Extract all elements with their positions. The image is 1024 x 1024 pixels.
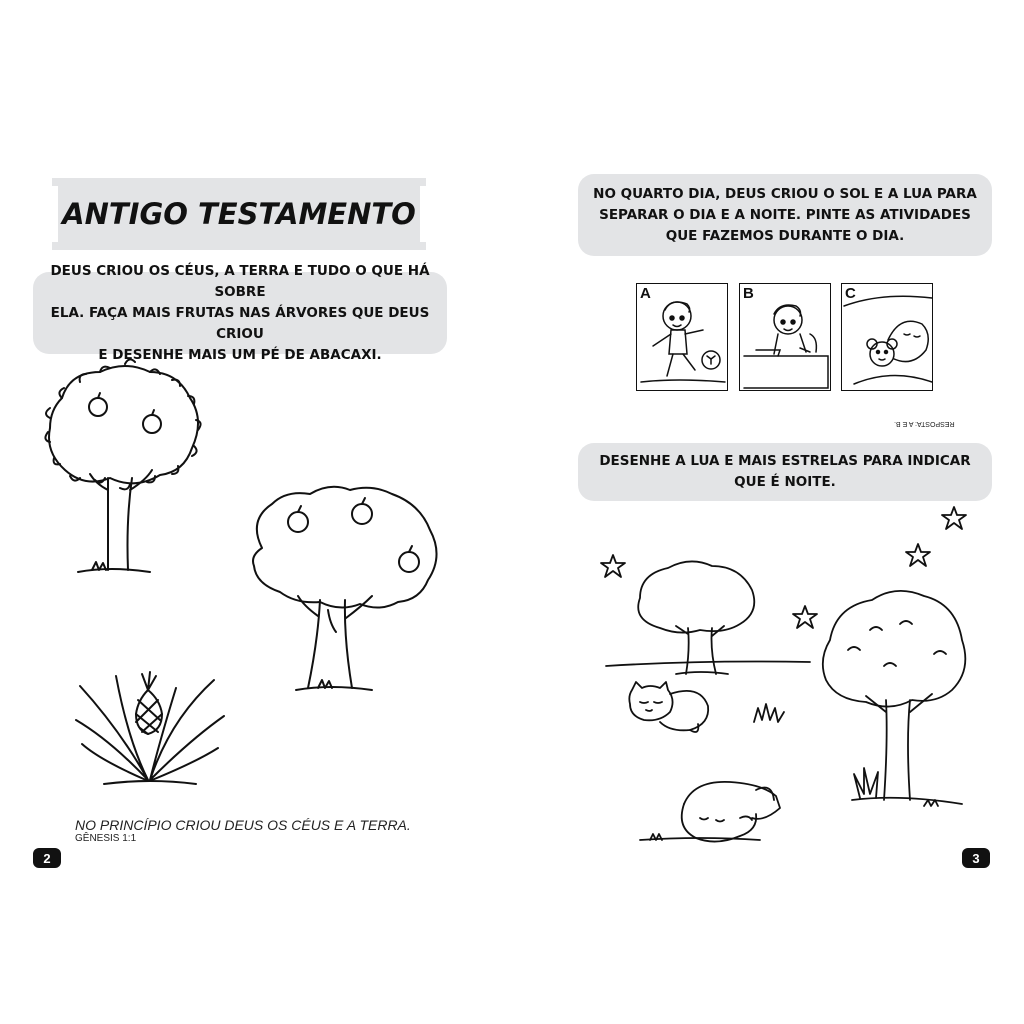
activity-panel-c[interactable] (841, 283, 933, 391)
instruction-line: DESENHE A LUA E MAIS ESTRELAS PARA INDICAR (599, 453, 971, 469)
leafy-tree-icon (45, 359, 200, 572)
answer-note: RESPOSTA: A E B. (894, 420, 955, 427)
instruction-line: E DESENHE MAIS UM PÉ DE ABACAXI. (98, 346, 382, 363)
large-tree-icon (823, 591, 966, 806)
page-number-left: 2 (33, 848, 61, 868)
panel-letter: B (743, 285, 754, 302)
title-banner (58, 178, 420, 250)
instruction-box-top-right (578, 174, 992, 256)
instruction-line: QUE FAZEMOS DURANTE O DIA. (665, 227, 905, 244)
star-icon (793, 606, 817, 628)
pineapple-plant-icon (76, 672, 224, 784)
sleeping-cat-icon (629, 682, 708, 732)
star-icon (906, 544, 930, 566)
activity-panel-a[interactable] (636, 283, 728, 391)
bible-quote: NO PRINCÍPIO CRIOU DEUS OS CÉUS E A TERRA. (75, 817, 411, 833)
boy-studying-icon (740, 284, 832, 392)
instruction-line: NO QUARTO DIA, DEUS CRIOU O SOL E A LUA PARA (593, 185, 977, 202)
page-number-right: 3 (962, 848, 990, 868)
night-scene (512, 500, 1012, 850)
boy-playing-soccer-icon (637, 284, 729, 392)
panel-letter: C (845, 285, 856, 302)
instruction-line: QUE É NOITE. (734, 474, 836, 490)
small-tree-icon (638, 561, 754, 674)
panel-letter: A (640, 285, 651, 302)
grass-tuft-icon (754, 704, 784, 722)
instruction-line: DEUS CRIOU OS CÉUS, A TERRA E TUDO O QUE HÁ SOBRE (50, 262, 430, 300)
instruction-box-bottom-right (578, 443, 992, 501)
left-illustrations (0, 355, 512, 805)
star-icon (601, 555, 625, 577)
page-title: ANTIGO TESTAMENTO (62, 197, 416, 231)
sleeping-dog-icon (640, 782, 780, 842)
instruction-line: ELA. FAÇA MAIS FRUTAS NAS ÁRVORES QUE DEUS CRIOU (50, 304, 430, 342)
child-sleeping-icon (842, 284, 934, 392)
apple-tree-icon (253, 487, 437, 690)
bible-reference: GÊNESIS 1:1 (75, 833, 137, 844)
instruction-box-left (33, 262, 447, 363)
instruction-line: SEPARAR O DIA E A NOITE. PINTE AS ATIVIDADES (599, 206, 971, 223)
star-icon (942, 507, 966, 529)
activity-panel-b[interactable] (739, 283, 831, 391)
